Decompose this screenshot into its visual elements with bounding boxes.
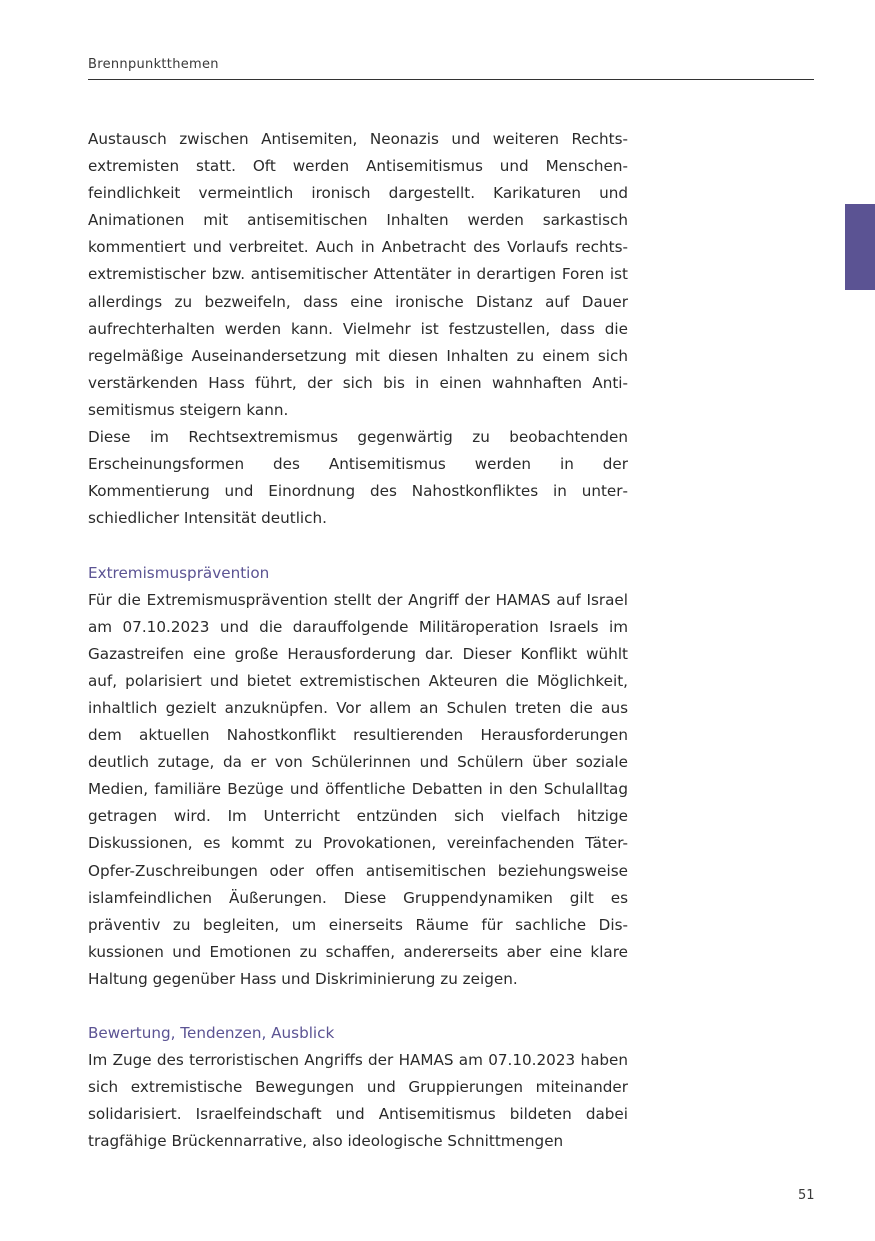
section-spacer xyxy=(88,993,628,1020)
paragraph-assessment: Im Zuge des terroristischen Angriffs der HAMAS am 07.10.2023 haben sich extremistische Bewegungen und Gruppierungen miteinander solidarisiert. Israelfeindschaft und Antisemitismus bildeten dabei tragfähige Brückennarrative, also ideologische Schnittmengen xyxy=(88,1051,628,1151)
section-spacer xyxy=(88,532,628,559)
running-header: Brennpunktthemen xyxy=(88,57,219,72)
chapter-tab-marker xyxy=(845,204,875,290)
section-heading-prevention: Extremismusprävention xyxy=(88,563,270,582)
header-divider xyxy=(88,79,814,80)
paragraph-right-wing-forms: Diese im Rechtsextremismus gegenwärtig zu beobachtenden Erscheinungsformen des Antisemitismus werden in der Kommentierung und Einordnung des Nahostkonfliktes in unterschiedlicher Intensität deutlich. xyxy=(88,428,628,528)
body-text xyxy=(88,126,628,1156)
paragraph-prevention: Für die Extremismusprävention stellt der Angriff der HAMAS auf Israel am 07.10.2023 und die darauffolgende Militäroperation Israels im Gazastreifen eine große Herausforderung dar. Dieser Konflikt wühlt auf, polarisiert und bietet extremistischen Akteuren die Möglichkeit, inhaltlich gezielt anzuknüpfen. Vor allem an Schulen treten die aus dem aktuellen Nahostkonflikt resultierenden Herausforderungen deutlich zutage, da er von Schülerinnen und Schülern über soziale Medien, familiäre Bezüge und öffentliche Debatten in den Schulalltag getragen wird. Im Unterricht entzünden sich vielfach hitzige Diskussionen, es kommt zu Provokationen, vereinfachenden Täter-Opfer-Zuschreibungen oder offen antisemitischen beziehungsweise islamfeindlichen Äußerungen. Diese Gruppendynamiken gilt es präventiv zu begleiten, um einerseits Räume für sachliche Diskussionen und Emotionen zu schaffen, andererseits aber eine klare Haltung gegenüber Hass und Diskriminierung zu zeigen. xyxy=(88,590,628,988)
paragraph-antisemitism-forums: Austausch zwischen Antisemiten, Neonazis und weiteren Rechtsextremisten statt. Oft werden Antisemitismus und Menschenfeindlichkeit vermeintlich ironisch dargestellt. Karikaturen und Animationen mit antisemitischen Inhalten werden sarkastisch kommentiert und verbreitet. Auch in Anbetracht des Vorlaufs rechtsextremistischer bzw. antisemitischer Attentäter in derartigen Foren ist allerdings zu bezweifeln, dass eine ironische Distanz auf Dauer aufrechterhalten werden kann. Vielmehr ist festzustellen, dass die regelmäßige Auseinandersetzung mit diesen Inhalten zu einem sich verstärkenden Hass führt, der sich bis in einen wahnhaften Antisemitismus steigern kann. xyxy=(88,130,628,419)
page-number: 51 xyxy=(798,1188,815,1203)
section-heading-assessment: Bewertung, Tendenzen, Ausblick xyxy=(88,1024,335,1043)
